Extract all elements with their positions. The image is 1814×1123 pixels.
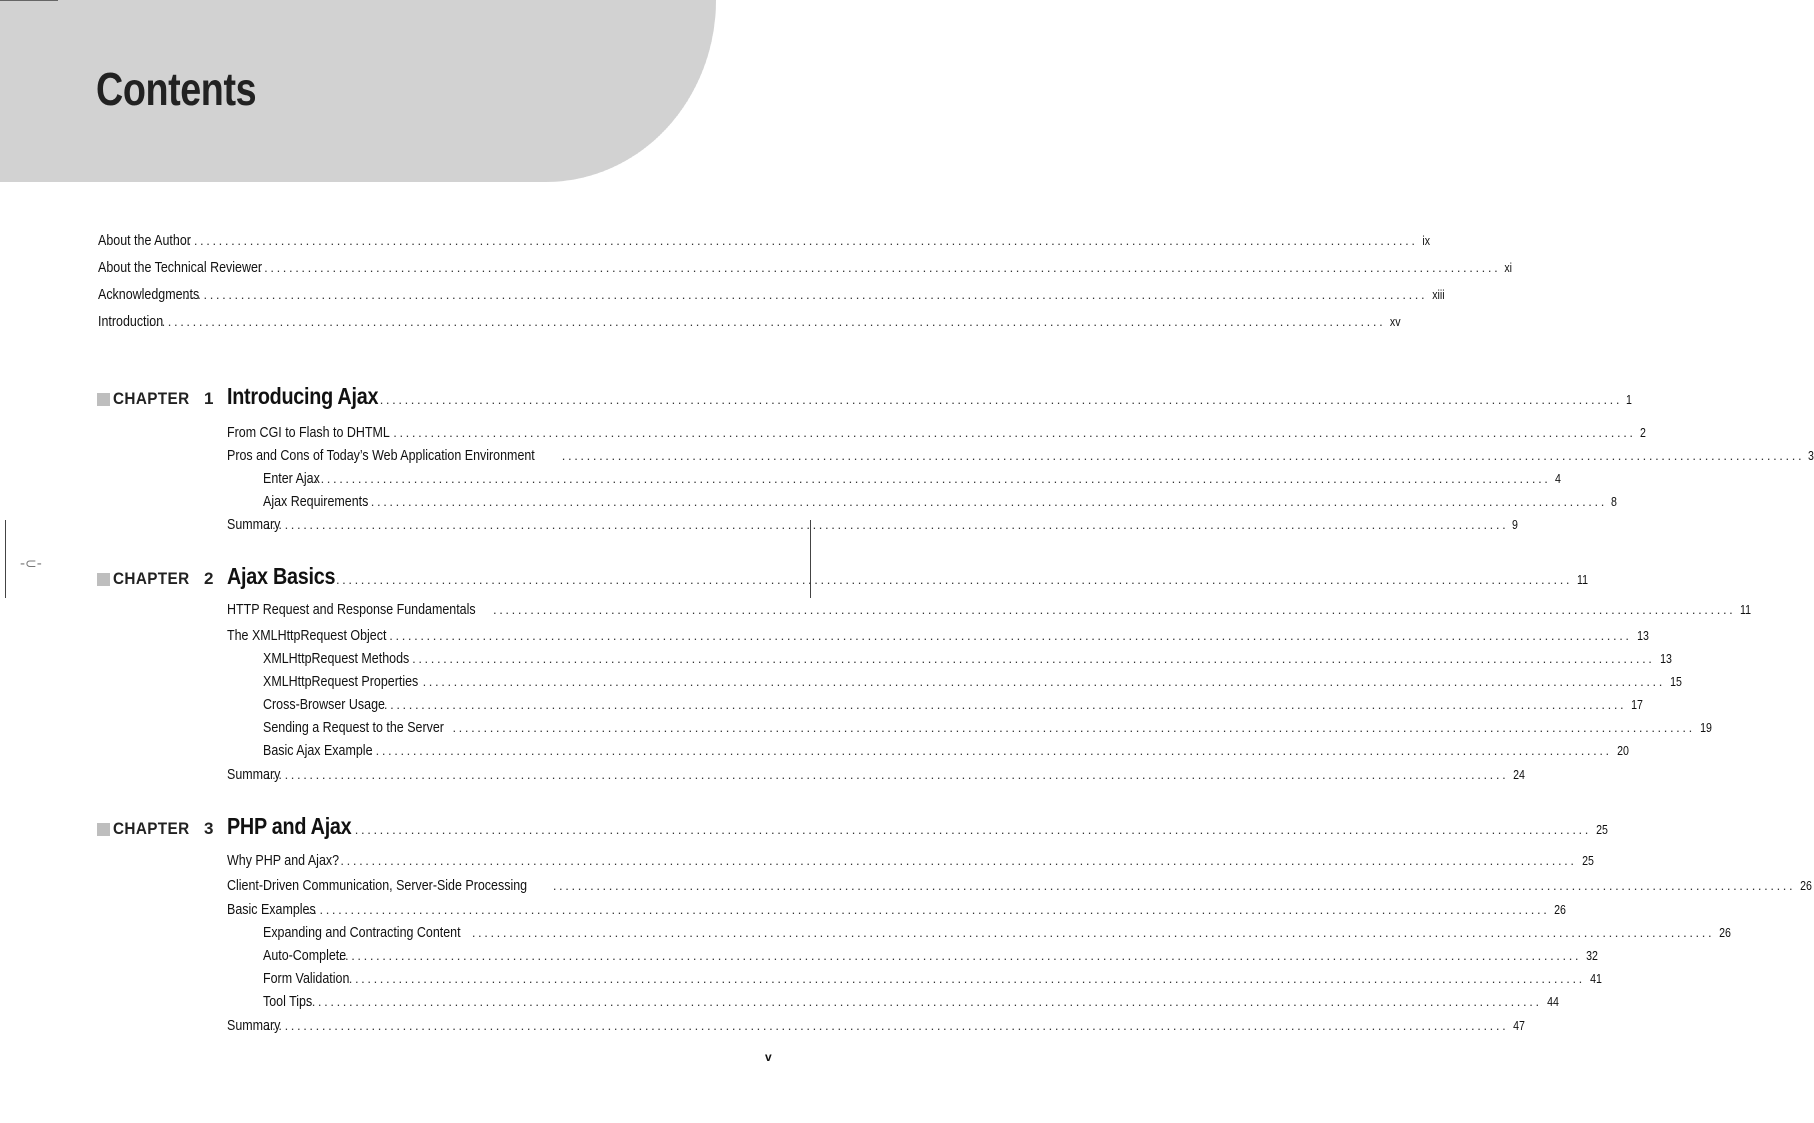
chapter-page: 25 [1596,823,1608,837]
toc-entry-title: Form Validation [263,971,350,987]
dot-leader: ........................................................................................................................................................................................................ [307,902,1550,917]
toc-entry-page: 26 [1800,879,1813,893]
dot-leader: ........................................................................................................................................................................................................ [299,994,1542,1009]
dot-leader: ........................................................................................................................................................................................................ [142,314,1386,329]
toc-entry[interactable] [227,628,1649,644]
toc-entry-title: Summary [227,767,281,783]
toc-entry-title: Tool Tips [263,994,313,1010]
chapter-label [97,389,214,409]
toc-entry-page: 13 [1659,652,1672,666]
toc-entry-title: Basic Examples [227,902,316,918]
toc-entry-title: Client-Driven Communication, Server-Side Processing [227,878,528,894]
dot-leader: ........................................................................................................................................................................................................ [389,628,1632,643]
toc-subentry[interactable] [263,471,1561,487]
dot-leader: ........................................................................................................................................................................................................ [257,260,1501,275]
dot-leader: ........................................................................................................................................................................................................ [334,853,1577,868]
toc-entry-title: XMLHttpRequest Methods [263,651,410,667]
toc-entry-page: xv [1390,315,1401,329]
toc-entry-title: Auto-Complete [263,948,347,964]
page-number: v [765,1050,772,1064]
toc-entry[interactable] [98,314,1401,330]
dot-leader: ........................................................................................................................................................................................................ [342,971,1585,986]
chapter-title: Introducing Ajax [227,383,379,409]
dot-leader: ........................................................................................................................................................................................................ [561,448,1805,463]
toc-entry-page: 19 [1699,721,1712,735]
chapter-marker-icon [97,393,110,406]
toc-entry-title: Why PHP and Ajax? [227,853,340,869]
toc-entry[interactable] [98,287,1445,303]
toc-entry[interactable] [227,1018,1526,1034]
toc-entry-page: 32 [1586,949,1599,963]
toc-entry-title: Expanding and Contracting Content [263,925,461,941]
toc-subentry[interactable] [263,994,1559,1010]
dot-leader: ........................................................................................................................................................................................................ [379,392,1623,407]
toc-entry[interactable] [227,425,1646,441]
toc-entry[interactable] [98,260,1513,276]
dot-leader: ........................................................................................................................................................................................................ [265,767,1509,782]
toc-subentry[interactable] [263,720,1712,736]
toc-subentry[interactable] [263,674,1682,690]
toc-entry-title: XMLHttpRequest Properties [263,674,419,690]
toc-subentry[interactable] [263,494,1617,510]
toc-entry-page: 47 [1513,1019,1526,1033]
toc-entry[interactable] [227,853,1594,869]
dot-leader: ........................................................................................................................................................................................................ [552,878,1796,893]
toc-entry-page: 26 [1554,903,1567,917]
chapter-heading[interactable] [227,813,1608,840]
chapter-label-word: CHAPTER [113,569,190,588]
toc-subentry[interactable] [263,743,1629,759]
dot-leader: ........................................................................................................................................................................................................ [412,651,1655,666]
toc-entry-page: ix [1421,234,1430,248]
dot-leader: ........................................................................................................................................................................................................ [422,674,1665,689]
dot-leader: ........................................................................................................................................................................................................ [471,925,1715,940]
toc-entry[interactable] [227,902,1567,918]
margin-line-left [5,520,6,598]
corner-rule [0,0,58,1]
toc-subentry[interactable] [263,697,1644,713]
toc-subentry[interactable] [263,651,1672,667]
toc-entry-title: Summary [227,1018,281,1034]
dot-leader: ........................................................................................................................................................................................................ [308,471,1551,486]
dot-leader: ........................................................................................................................................................................................................ [348,822,1591,837]
toc-entry-title: Summary [227,517,281,533]
toc-entry-title: Cross-Browser Usage [263,697,385,713]
toc-entry-page: 2 [1639,426,1646,440]
toc-entry-page: xi [1504,261,1513,275]
toc-entry-page: xiii [1432,288,1445,302]
toc-entry[interactable] [227,767,1526,783]
toc-entry-page: 17 [1631,698,1644,712]
toc-entry-title: About the Technical Reviewer [98,260,263,276]
chapter-marker-icon [97,823,110,836]
toc-subentry[interactable] [263,925,1732,941]
dot-leader: ........................................................................................................................................................................................................ [393,425,1636,440]
dot-leader: ........................................................................................................................................................................................................ [338,948,1582,963]
registration-mark-icon: -⊂- [20,556,42,572]
dot-leader: ........................................................................................................................................................................................................ [493,602,1736,617]
chapter-label [97,819,214,839]
chapter-heading[interactable] [227,563,1589,590]
chapter-number: 1 [203,389,214,408]
toc-entry-page: 26 [1719,926,1732,940]
toc-entry-page: 15 [1670,675,1682,689]
chapter-label [97,569,214,589]
dot-leader: ........................................................................................................................................................................................................ [369,743,1612,758]
toc-entry-title: Sending a Request to the Server [263,720,444,736]
toc-entry-title: Basic Ajax Example [263,743,373,759]
toc-entry[interactable] [227,602,1752,618]
chapter-label-word: CHAPTER [113,389,190,408]
toc-entry-title: Acknowledgments [98,287,200,303]
toc-entry-page: 44 [1546,995,1559,1009]
dot-leader: ........................................................................................................................................................................................................ [184,287,1428,302]
toc-entry-title: About the Author [98,233,191,249]
chapter-number: 3 [203,819,214,838]
toc-subentry[interactable] [263,971,1602,987]
dot-leader: ........................................................................................................................................................................................................ [452,720,1695,735]
chapter-marker-icon [97,573,110,586]
toc-entry-title: Ajax Requirements [263,494,369,510]
toc-entry-title: The XMLHttpRequest Object [227,628,387,644]
toc-entry-page: 4 [1554,472,1561,486]
toc-entry-page: 11 [1740,603,1752,617]
dot-leader: ........................................................................................................................................................................................................ [265,517,1509,532]
chapter-title: Ajax Basics [227,563,336,589]
toc-subentry[interactable] [263,948,1599,964]
toc-entry-page: 20 [1616,744,1629,758]
toc-entry-page: 3 [1808,449,1814,463]
toc-entry-page: 9 [1512,518,1519,532]
toc-entry-page: 24 [1513,768,1526,782]
toc-entry-title: From CGI to Flash to DHTML [227,425,390,441]
chapter-label-word: CHAPTER [113,819,190,838]
dot-leader: ........................................................................................................................................................................................................ [329,572,1573,587]
chapter-title: PHP and Ajax [227,813,352,839]
toc-entry-page: 25 [1581,854,1594,868]
toc-entry-title: HTTP Request and Response Fundamentals [227,602,476,618]
toc-entry-title: Introduction [98,314,164,330]
toc-entry-title: Enter Ajax [263,471,320,487]
toc-entry-page: 41 [1589,972,1602,986]
toc-entry[interactable] [227,517,1519,533]
toc-entry-page: 8 [1610,495,1617,509]
dot-leader: ........................................................................................................................................................................................................ [265,1018,1509,1033]
toc-entry[interactable] [98,233,1430,249]
toc-entry[interactable] [227,448,1814,464]
chapter-number: 2 [203,569,214,588]
dot-leader: ........................................................................................................................................................................................................ [383,697,1627,712]
chapter-heading[interactable] [227,383,1633,410]
toc-entry-title: Pros and Cons of Today’s Web Application Environment [227,448,535,464]
chapter-page: 11 [1577,573,1589,587]
toc-entry[interactable] [227,878,1813,894]
toc-entry-page: 13 [1636,629,1649,643]
dot-leader: ........................................................................................................................................................................................................ [364,494,1607,509]
dot-leader: ........................................................................................................................................................................................................ [175,233,1418,248]
page-title: Contents [96,63,257,115]
chapter-page: 1 [1626,393,1633,407]
